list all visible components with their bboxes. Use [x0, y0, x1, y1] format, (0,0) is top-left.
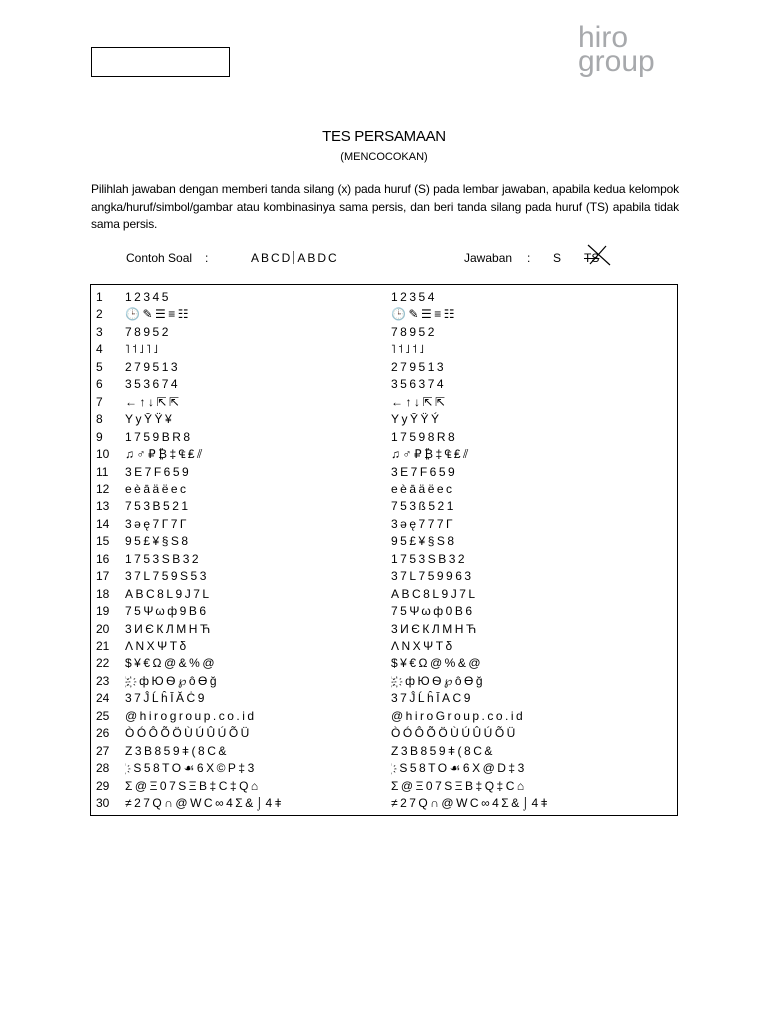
question-number: 19 [96, 604, 110, 619]
question-number: 16 [96, 551, 110, 566]
question-right-item: 12354 [391, 290, 437, 304]
question-right-item: ♫♂₽₿‡₠₤⫽ [391, 447, 471, 462]
question-number: 25 [96, 708, 110, 723]
logo-text-hiro: hiro [578, 21, 629, 54]
question-row [91, 341, 677, 359]
question-right-item: 753ß521 [391, 499, 456, 514]
question-row [91, 673, 677, 691]
question-left-item: @hirogroup.co.id [125, 708, 257, 723]
question-number: 8 [96, 412, 103, 427]
question-row [91, 760, 677, 778]
question-row [91, 778, 677, 796]
hiro-group-logo [576, 16, 672, 88]
question-row [91, 464, 677, 482]
question-row [91, 498, 677, 516]
question-number: 27 [96, 743, 110, 758]
question-number: 21 [96, 639, 110, 653]
question-right-item: ←↑↓⇱⇱ [391, 394, 448, 409]
answer-label: Jawaban [464, 251, 513, 265]
question-row [91, 603, 677, 621]
question-row [91, 446, 677, 464]
question-row [91, 359, 677, 377]
question-number: 2 [96, 307, 103, 322]
answer-option-ts-text: TS [584, 251, 600, 265]
page-subtitle: (MENCOCOKAN) [340, 151, 428, 163]
question-number: 15 [96, 534, 110, 549]
question-number: 24 [96, 691, 110, 706]
question-number: 23 [96, 673, 110, 688]
question-number: 9 [96, 429, 103, 444]
question-right-item: 3əę777Г [391, 516, 456, 531]
question-right-item: Σ@Ξ07SΞB‡Q‡C⌂ [391, 778, 527, 793]
question-left-item: 🕒✎☰≡☷ [125, 307, 192, 322]
question-row [91, 533, 677, 551]
question-number: 17 [96, 569, 110, 584]
question-right-item: 17598R8 [391, 429, 458, 444]
question-left-item: 3ИЄКЛМНЋ [125, 621, 213, 636]
question-right-item: 37L759963 [391, 569, 474, 584]
question-right-item: @hiroGroup.co.id [391, 708, 526, 723]
question-number: 18 [96, 586, 110, 601]
question-number: 26 [96, 726, 110, 741]
question-left-item: 353674 [125, 377, 181, 392]
question-row [91, 795, 677, 813]
example-colon: : [205, 251, 209, 265]
question-right-item: ҉ S58TO☙6X@D‡3 [391, 761, 527, 776]
question-left-item: 95£¥§S8 [125, 534, 191, 549]
question-left-item: Σ@Ξ07SΞB‡C‡Q⌂ [125, 778, 261, 793]
question-row [91, 429, 677, 447]
question-row [91, 376, 677, 394]
question-right-item: 78952 [391, 324, 437, 339]
question-row [91, 743, 677, 761]
question-number: 20 [96, 621, 110, 636]
question-right-item: eèāäëec [391, 481, 455, 496]
question-left-item: 3E7F659 [125, 464, 192, 479]
question-row [91, 586, 677, 604]
question-right-item: ˥˦˩˦˩ [391, 342, 427, 357]
cross-mark-icon [586, 243, 612, 267]
question-left-item: 37ĴĹĥĪĂĊ9 [125, 691, 207, 706]
answer-colon: : [527, 251, 531, 265]
question-left-item: 3əę7Г7Г [125, 516, 189, 531]
answer-option-s: S [553, 251, 562, 265]
question-row [91, 638, 677, 656]
question-left-item: ♫♂₽₿‡₠₤⫽ [125, 447, 205, 462]
question-number: 22 [96, 656, 110, 671]
question-right-item: 3ИЄКЛМНЋ [391, 621, 479, 636]
question-left-item: ABC8L9J7L [125, 586, 212, 601]
question-number: 5 [96, 359, 103, 374]
question-right-item: ≠27Q∩@WC∞4Σ&⌡4ǂ [391, 796, 551, 811]
question-number: 28 [96, 761, 110, 776]
question-right-item: $¥€Ω@%&@ [391, 656, 484, 671]
question-row [91, 621, 677, 639]
question-number: 7 [96, 394, 103, 409]
question-right-item: 75Ψωф0B6 [391, 604, 475, 619]
question-number: 6 [96, 377, 103, 392]
question-left-item: 753B521 [125, 499, 191, 514]
question-row [91, 516, 677, 534]
question-left-item: ≠27Q∩@WC∞4Σ&⌡4ǂ [125, 796, 285, 811]
instructions-text: Pilihlah jawaban dengan memberi tanda silang (x) pada huruf (S) pada lembar jawaban, apabila kedua kelompok angka/huruf/simbol/gambar atau kombinasinya sama persis, dan beri tanda silang pada huruf (TS) apabila tidak sama persis. [91, 182, 679, 231]
question-left-item: 37L759S53 [125, 569, 209, 584]
question-right-item: 3E7F659 [391, 464, 458, 479]
question-row [91, 551, 677, 569]
question-right-item: 356374 [391, 377, 447, 392]
example-right: ABDC [297, 251, 339, 265]
question-row [91, 324, 677, 342]
logo-text-group: group [578, 45, 655, 78]
question-right-item: 95£¥§S8 [391, 534, 457, 549]
example-divider [293, 251, 294, 264]
question-number: 14 [96, 516, 110, 531]
question-row [91, 481, 677, 499]
question-right-item: ҉ ҉ фЮѲ℘ôϴğ [391, 673, 486, 688]
question-number: 12 [96, 481, 110, 496]
question-row [91, 690, 677, 708]
question-row [91, 708, 677, 726]
question-right-item: 37ĴĹĥĪAC9 [391, 691, 473, 706]
question-left-item: eèāäëec [125, 481, 189, 496]
question-number: 29 [96, 778, 110, 793]
question-left-item: ҉ ҉ фЮѲ℘ôϴğ [125, 673, 220, 688]
question-row [91, 725, 677, 743]
question-row [91, 289, 677, 307]
question-number: 4 [96, 342, 103, 357]
question-left-item: 1753SB32 [125, 551, 202, 566]
question-right-item: ABC8L9J7L [391, 586, 478, 601]
question-row [91, 568, 677, 586]
question-right-item: Z3B859ǂ(8C& [391, 743, 495, 758]
question-number: 13 [96, 499, 110, 514]
question-left-item: ˥˦˩˥˩ [125, 342, 161, 357]
question-number: 11 [96, 464, 109, 479]
question-right-item: YyȲŸÝ [391, 412, 442, 427]
question-number: 3 [96, 324, 103, 339]
example-label: Contoh Soal [126, 251, 193, 265]
question-left-item: ÒÓÔÕÖÙÚÛÚÕÜ [125, 726, 252, 741]
question-right-item: 1753SB32 [391, 551, 468, 566]
question-left-item: ҉ S58TO☙6X©P‡3 [125, 761, 257, 776]
question-left-item: 12345 [125, 290, 171, 304]
example-sequence [251, 251, 339, 265]
question-left-item: Z3B859ǂ(8C& [125, 743, 229, 758]
name-input-box[interactable] [91, 47, 230, 77]
question-number: 10 [96, 447, 110, 462]
question-left-item: $¥€Ω@&%@ [125, 656, 218, 671]
example-left: ABCD [251, 251, 293, 265]
page-title: TES PERSAMAAN [322, 128, 446, 145]
question-right-item: 279513 [391, 359, 447, 374]
question-right-item: ÒÓÔÕÖÙÚÛÚÕÜ [391, 726, 518, 741]
question-row [91, 655, 677, 673]
question-right-item: ΛΝΧΨΤδ [391, 639, 455, 653]
question-number: 1 [96, 290, 103, 304]
question-left-item: ΛΝΧΨΤδ [125, 639, 189, 653]
question-row [91, 394, 677, 412]
question-left-item: 279513 [125, 359, 181, 374]
question-left-item: ←↑↓⇱⇱ [125, 394, 182, 409]
question-right-item: 🕒✎☰≡☷ [391, 307, 458, 322]
question-left-item: YyȲŸ¥ [125, 412, 175, 427]
question-left-item: 78952 [125, 324, 171, 339]
question-left-item: 1759BR8 [125, 429, 193, 444]
question-number: 30 [96, 796, 110, 811]
question-left-item: 75Ψωф9B6 [125, 604, 209, 619]
question-row [91, 306, 677, 324]
question-table [90, 284, 678, 816]
question-row [91, 411, 677, 429]
